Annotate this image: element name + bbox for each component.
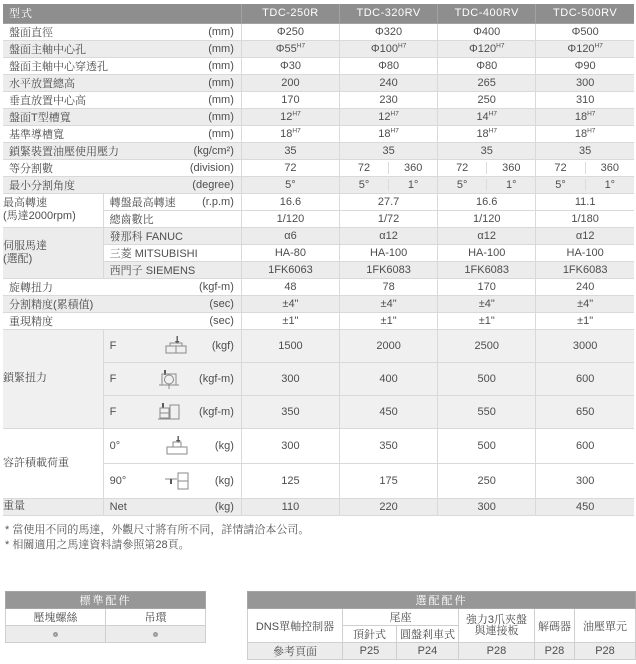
spec-value: 230 — [340, 91, 438, 108]
spec-unit: (division) — [189, 161, 234, 174]
spec-unit: (mm) — [208, 93, 234, 106]
spec-unit: (kgf-m) — [199, 405, 234, 418]
spec-value: 400 — [340, 362, 438, 395]
spec-unit: (mm) — [208, 127, 234, 140]
included-mark-icon — [53, 632, 58, 637]
spec-value: 1500 — [241, 329, 339, 362]
spec-value: 350 — [340, 428, 438, 463]
spec-label: 水平放置總高 — [9, 77, 75, 90]
spec-value: 35 — [438, 142, 536, 159]
spec-value: 35 — [340, 142, 438, 159]
spec-value: 650 — [536, 395, 634, 428]
spec-unit: (kg) — [214, 439, 234, 452]
row-guide-slot-width — [3, 125, 634, 142]
spec-table — [3, 4, 634, 516]
spec-unit: (r.p.m) — [202, 195, 234, 208]
spec-value-pair: 72 360 — [438, 159, 536, 176]
group-label-max-speed: 最高轉速 (馬達2000rpm) — [3, 193, 103, 227]
spec-value: $18^{H7}$ — [536, 125, 634, 142]
spec-sublabel: F — [109, 372, 117, 385]
spec-value: 5° — [241, 176, 339, 193]
spec-value: 125 — [241, 463, 339, 498]
spec-label: 旋轉扭力 — [9, 281, 53, 294]
spec-unit: (sec) — [209, 297, 234, 310]
spec-label: 鎖緊裝置油壓使用壓力 — [9, 145, 119, 158]
row-indexing-accuracy — [3, 295, 634, 312]
spec-value: 16.6 — [438, 193, 536, 210]
load-horizontal-icon — [140, 435, 215, 457]
spec-unit: (mm) — [208, 76, 234, 89]
model-header: TDC-320RV — [340, 4, 438, 23]
spec-label: 盤面T型槽寬 — [9, 111, 71, 124]
spec-sublabel: 90° — [109, 474, 127, 487]
spec-value: 1/120 — [241, 210, 339, 227]
spec-unit: (sec) — [209, 314, 234, 327]
spec-sublabel: 轉盤最高轉速 — [109, 196, 176, 209]
accessory-name-chuck: 強力3爪夾盤 與連接板 — [458, 609, 534, 643]
spec-value: HA-80 — [241, 244, 339, 261]
spec-value: 110 — [241, 498, 339, 515]
table-vertical-torque-icon — [140, 401, 199, 423]
spec-unit: (kgf-m) — [199, 372, 234, 385]
spec-value: 450 — [340, 395, 438, 428]
accessory-included-cell — [6, 626, 106, 643]
row-t-slot-width — [3, 108, 634, 125]
spec-value: ±1" — [241, 312, 339, 329]
spec-label: 分割精度(累積值) — [9, 298, 94, 311]
spec-value: 300 — [241, 428, 339, 463]
spec-sublabel: 0° — [109, 439, 121, 452]
spec-value: 450 — [536, 498, 634, 515]
spec-value: 27.7 — [340, 193, 438, 210]
spec-value: HA-100 — [340, 244, 438, 261]
tailstock-type: 頂針式 — [342, 626, 396, 643]
spec-value: $\Phi 55^{H7}$ — [241, 40, 339, 57]
spec-value: Φ80 — [340, 57, 438, 74]
footnotes — [5, 523, 636, 553]
row-weight — [3, 498, 634, 515]
spec-unit: (degree) — [192, 178, 234, 191]
spec-value: 600 — [536, 362, 634, 395]
spec-value: $\Phi 120^{H7}$ — [438, 40, 536, 57]
spec-value: α6 — [241, 227, 339, 244]
spec-value: 500 — [438, 428, 536, 463]
accessory-name-controller: DNS單軸控制器 — [247, 609, 342, 643]
spec-header-row — [3, 4, 634, 23]
spec-value: 550 — [438, 395, 536, 428]
spec-value: 35 — [241, 142, 339, 159]
spec-value: 240 — [340, 74, 438, 91]
spec-value: 1FK6083 — [438, 261, 536, 278]
spec-value: α12 — [340, 227, 438, 244]
spec-value: ±4" — [340, 295, 438, 312]
spec-value-pair: 72 360 — [340, 159, 438, 176]
spec-value: HA-100 — [536, 244, 634, 261]
spec-value: 300 — [241, 362, 339, 395]
row-spindle-hole — [3, 40, 634, 57]
spec-value: ±4" — [438, 295, 536, 312]
optional-accessories-table — [247, 591, 636, 660]
accessory-name: 壓塊螺絲 — [6, 609, 106, 626]
spec-value: 350 — [241, 395, 339, 428]
spec-value: Φ320 — [340, 23, 438, 40]
group-label-servo-motor: 伺服馬達 (選配) — [3, 227, 103, 278]
spec-value: ±1" — [536, 312, 634, 329]
spec-value: 170 — [438, 278, 536, 295]
spec-value: 300 — [438, 498, 536, 515]
spec-label: 最小分割角度 — [9, 179, 75, 192]
optional-accessories-title: 選配配件 — [247, 592, 635, 609]
spec-value: 35 — [536, 142, 634, 159]
table-axial-force-icon — [140, 335, 212, 357]
spec-value: $14^{H7}$ — [438, 108, 536, 125]
spec-unit: (kgf-m) — [199, 280, 234, 293]
spec-value: ±1" — [340, 312, 438, 329]
spec-value: 300 — [536, 463, 634, 498]
spec-value: Φ80 — [438, 57, 536, 74]
spec-unit: (mm) — [208, 25, 234, 38]
spec-label: 垂直放置中心高 — [9, 94, 86, 107]
spec-value: 48 — [241, 278, 339, 295]
accessory-name-tailstock: 尾座 — [342, 609, 458, 626]
reference-page: P28 — [458, 643, 534, 660]
spec-value: Φ30 — [241, 57, 339, 74]
spec-unit: (kg) — [214, 500, 234, 513]
spec-value: 16.6 — [241, 193, 339, 210]
spec-value: $12^{H7}$ — [241, 108, 339, 125]
spec-value: 600 — [536, 428, 634, 463]
accessory-name: 吊環 — [105, 609, 205, 626]
reference-page: P25 — [342, 643, 396, 660]
spec-value: ±1" — [438, 312, 536, 329]
row-clamp-pressure — [3, 142, 634, 159]
spec-value: 78 — [340, 278, 438, 295]
row-repeatability — [3, 312, 634, 329]
row-min-angle — [3, 176, 634, 193]
corner-header: 型式 — [3, 4, 241, 23]
spec-value-pair: 5° 1° — [340, 176, 438, 193]
spec-value-pair: 5° 1° — [536, 176, 634, 193]
row-max-rpm — [3, 193, 634, 210]
spec-sublabel: 發那科 FANUC — [109, 230, 183, 243]
group-label-weight: 重量 — [3, 498, 103, 515]
included-mark-icon — [153, 632, 158, 637]
spec-value: $18^{H7}$ — [241, 125, 339, 142]
spec-unit: (mm) — [208, 110, 234, 123]
spec-value: 220 — [340, 498, 438, 515]
footnote: * 相關適用之馬達資料請參照第28頁。 — [5, 538, 190, 551]
spec-value: α12 — [438, 227, 536, 244]
row-through-hole — [3, 57, 634, 74]
spec-label: 基準導槽寬 — [9, 128, 64, 141]
spec-value: 310 — [536, 91, 634, 108]
standard-accessories-title: 標準配件 — [6, 592, 206, 609]
spec-value: 3000 — [536, 329, 634, 362]
spec-value: 170 — [241, 91, 339, 108]
reference-page-label: 參考頁面 — [247, 643, 342, 660]
spec-unit: (kg) — [214, 474, 234, 487]
model-header: TDC-400RV — [438, 4, 536, 23]
table-face-torque-icon — [140, 368, 199, 390]
spec-value: HA-100 — [438, 244, 536, 261]
spec-value: 1/180 — [536, 210, 634, 227]
spec-label: 盤面主軸中心孔 — [9, 43, 86, 56]
spec-value: 250 — [438, 91, 536, 108]
reference-page: P24 — [396, 643, 458, 660]
spec-value-pair: 72 360 — [536, 159, 634, 176]
spec-value: $18^{H7}$ — [340, 125, 438, 142]
spec-unit: (mm) — [208, 42, 234, 55]
standard-accessories-table — [5, 591, 206, 643]
spec-value: $\Phi 120^{H7}$ — [536, 40, 634, 57]
accessory-name-decoder: 解碼器 — [534, 609, 574, 643]
row-divisions — [3, 159, 634, 176]
spec-sublabel: 西門子 SIEMENS — [109, 264, 196, 277]
row-rotation-torque — [3, 278, 634, 295]
group-label-load-capacity: 容許積載荷重 — [3, 428, 103, 498]
spec-value: ±4" — [241, 295, 339, 312]
spec-value: $18^{H7}$ — [438, 125, 536, 142]
spec-value: $18^{H7}$ — [536, 108, 634, 125]
tailstock-type: 圓盤剎車式 — [396, 626, 458, 643]
spec-value: α12 — [536, 227, 634, 244]
spec-label: 盤面直徑 — [9, 26, 53, 39]
row-diameter — [3, 23, 634, 40]
row-horizontal-height — [3, 74, 634, 91]
spec-value: 2500 — [438, 329, 536, 362]
spec-label: 盤面主軸中心穿透孔 — [9, 60, 108, 73]
spec-sublabel: F — [109, 405, 117, 418]
spec-value: 1FK6083 — [340, 261, 438, 278]
spec-value: 240 — [536, 278, 634, 295]
spec-value: Φ500 — [536, 23, 634, 40]
spec-value: 1/120 — [438, 210, 536, 227]
spec-value: 265 — [438, 74, 536, 91]
spec-value: 200 — [241, 74, 339, 91]
spec-unit: (kg/cm²) — [193, 144, 234, 157]
spec-value: 2000 — [340, 329, 438, 362]
spec-label: 等分割數 — [9, 162, 53, 175]
spec-value: 175 — [340, 463, 438, 498]
spec-value: 11.1 — [536, 193, 634, 210]
row-servo-fanuc — [3, 227, 634, 244]
group-label-clamp-torque: 鎖緊扭力 — [3, 329, 103, 428]
spec-value: 300 — [536, 74, 634, 91]
spec-sublabel: Net — [109, 500, 127, 513]
spec-value: Φ250 — [241, 23, 339, 40]
spec-label: 重現精度 — [9, 315, 53, 328]
spec-value: 250 — [438, 463, 536, 498]
spec-value: 1/72 — [340, 210, 438, 227]
spec-value: 500 — [438, 362, 536, 395]
spec-value-pair: 5° 1° — [438, 176, 536, 193]
spec-value: Φ400 — [438, 23, 536, 40]
accessory-included-cell — [105, 626, 205, 643]
row-vertical-center-height — [3, 91, 634, 108]
reference-page: P28 — [534, 643, 574, 660]
spec-unit: (mm) — [208, 59, 234, 72]
model-header: TDC-250R — [241, 4, 339, 23]
spec-sublabel: F — [109, 339, 117, 352]
spec-value: $12^{H7}$ — [340, 108, 438, 125]
spec-value: 1FK6063 — [241, 261, 339, 278]
spec-sublabel: 三菱 MITSUBISHI — [109, 247, 198, 260]
load-vertical-icon — [140, 470, 215, 492]
row-load-horizontal — [3, 428, 634, 463]
reference-page: P28 — [574, 643, 635, 660]
spec-unit: (kgf) — [211, 339, 234, 352]
spec-value: ±4" — [536, 295, 634, 312]
model-header: TDC-500RV — [536, 4, 634, 23]
spec-value: Φ90 — [536, 57, 634, 74]
spec-value: 1FK6083 — [536, 261, 634, 278]
spec-value: $\Phi 100^{H7}$ — [340, 40, 438, 57]
footnote: * 當使用不同的馬達，外觀尺寸將有所不同，詳情請洽本公司。 — [5, 523, 310, 536]
spec-sublabel: 總齒數比 — [109, 213, 154, 226]
spec-value: 72 — [241, 159, 339, 176]
accessory-name-hydraulic: 油壓單元 — [574, 609, 635, 643]
row-clamp-torque-axial — [3, 329, 634, 362]
